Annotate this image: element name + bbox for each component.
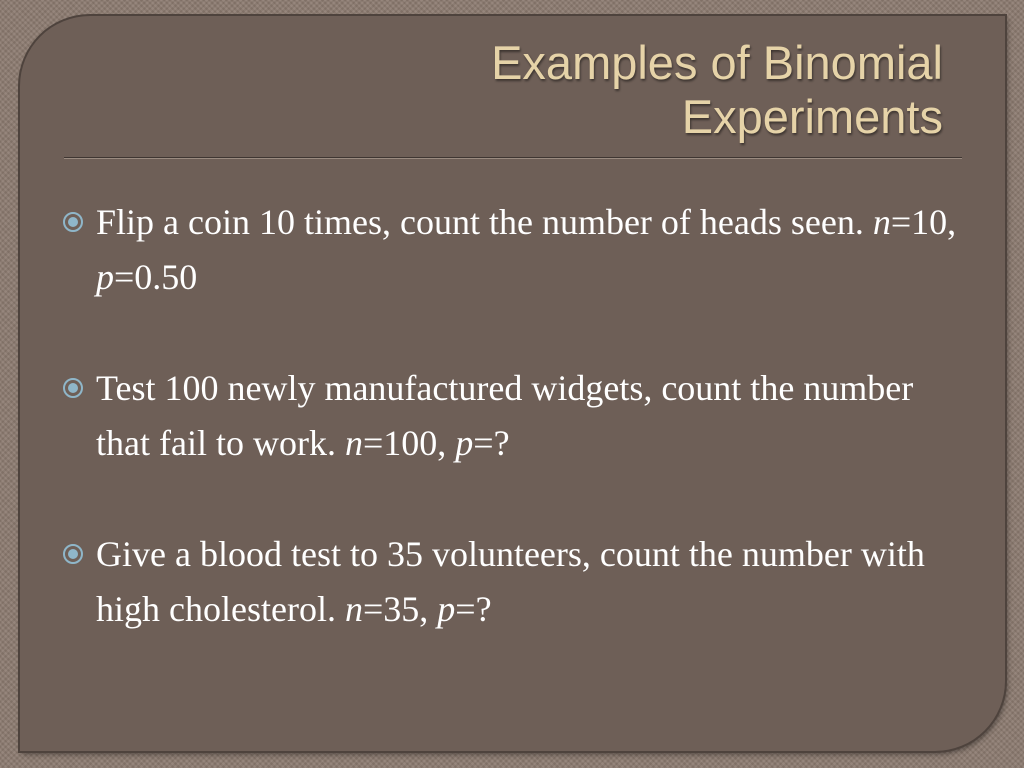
p-value: =? xyxy=(455,589,492,629)
n-value: =100, xyxy=(362,423,456,463)
circled-dot-icon xyxy=(62,211,84,233)
bullet-text xyxy=(96,202,956,297)
bullet-item-widgets xyxy=(58,361,968,471)
bullet-sentence: Flip a coin 10 times, count the number of heads seen. xyxy=(96,202,873,242)
n-variable: n xyxy=(872,202,891,242)
bullet-item-blood-test xyxy=(58,527,968,637)
n-variable: n xyxy=(344,423,363,463)
bullet-item-coin xyxy=(58,195,968,305)
slide-title-line-2: Experiments xyxy=(681,90,943,143)
bullet-list xyxy=(58,195,968,693)
n-value: =10, xyxy=(890,202,957,242)
n-value: =35, xyxy=(362,589,438,629)
bullet-text xyxy=(96,534,925,629)
n-variable: n xyxy=(344,589,363,629)
circled-dot-icon xyxy=(62,543,84,565)
bullet-sentence: Test 100 newly manufactured widgets, count the number that fail to work. xyxy=(96,368,914,463)
title-divider xyxy=(64,157,962,159)
bullet-sentence: Give a blood test to 35 volunteers, count the number with high cholesterol. xyxy=(96,534,925,629)
p-value: =0.50 xyxy=(114,257,198,297)
p-value: =? xyxy=(473,423,510,463)
slide-title xyxy=(243,36,943,144)
p-variable: p xyxy=(437,589,456,629)
slide-title-line-1: Examples of Binomial xyxy=(491,36,943,89)
bullet-text xyxy=(96,368,913,463)
p-variable: p xyxy=(96,257,114,297)
p-variable: p xyxy=(455,423,474,463)
circled-dot-icon xyxy=(62,377,84,399)
